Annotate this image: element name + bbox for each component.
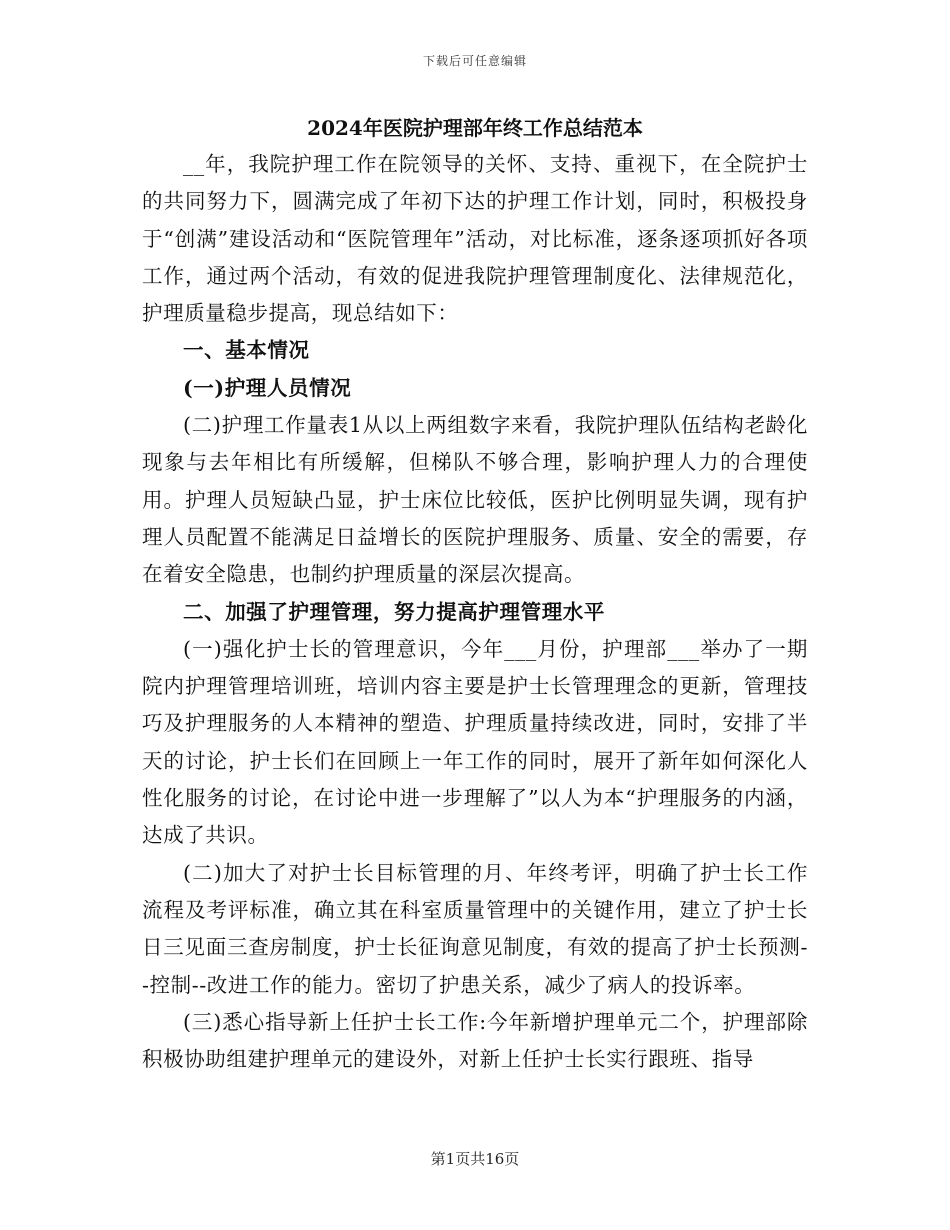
workload-paragraph: (二)护理工作量表1从以上两组数字来看，我院护理队伍结构老龄化现象与去年相比有所缓解，但梯队不够合理，影响护理人力的合理使用。护理人员短缺凸显，护士床位比较低，医护比例明显失调，现有护理人员配置不能满足日益增长的医院护理服务、质量、安全的需要，存在着安全隐患，也制约护理质量的深层次提高。 [142, 413, 808, 587]
document-title: 2024年医院护理部年终工作总结范本 [307, 116, 643, 140]
subsection-heading-staff: (一)护理人员情况 [183, 375, 352, 400]
management-paragraph-1: (一)强化护士长的管理意识，今年___月份，护理部___举办了一期院内护理管理培训班，培训内容主要是护士长管理理念的更新，管理技巧及护理服务的人本精神的塑造、护理质量持续改进，同时，安排了半天的讨论，护士长们在回顾上一年工作的同时，展开了新年如何深化人性化服务的讨论，在讨论中进一步理解了”以人为本“护理服务的内涵，达成了共识。 [142, 636, 808, 848]
document-body [142, 146, 808, 1078]
section-heading-management: 二、加强了护理管理，努力提高护理管理水平 [183, 599, 605, 624]
page-number: 第1页共16页 [430, 1150, 520, 1168]
management-paragraph-2: (二)加大了对护士长目标管理的月、年终考评，明确了护士长工作流程及考评标准，确立其在科室质量管理中的关键作用，建立了护士长日三见面三查房制度，护士长征询意见制度，有效的提高了护士长预测--控制--改进工作的能力。密切了护患关系，减少了病人的投诉率。 [142, 860, 808, 997]
intro-paragraph: __年，我院护理工作在院领导的关怀、支持、重视下，在全院护士的共同努力下，圆满完成了年初下达的护理工作计划，同时，积极投身于“创满”建设活动和“医院管理年”活动，对比标准，逐条逐项抓好各项工作，通过两个活动，有效的促进我院护理管理制度化、法律规范化，护理质量稳步提高，现总结如下： [142, 152, 808, 326]
management-paragraph-3: (三)悉心指导新上任护士长工作:今年新增护理单元二个，护理部除积极协助组建护理单元的建设外，对新上任护士长实行跟班、指导 [142, 1009, 808, 1072]
download-note: 下载后可任意编辑 [422, 54, 527, 68]
section-heading-basic: 一、基本情况 [183, 338, 310, 363]
